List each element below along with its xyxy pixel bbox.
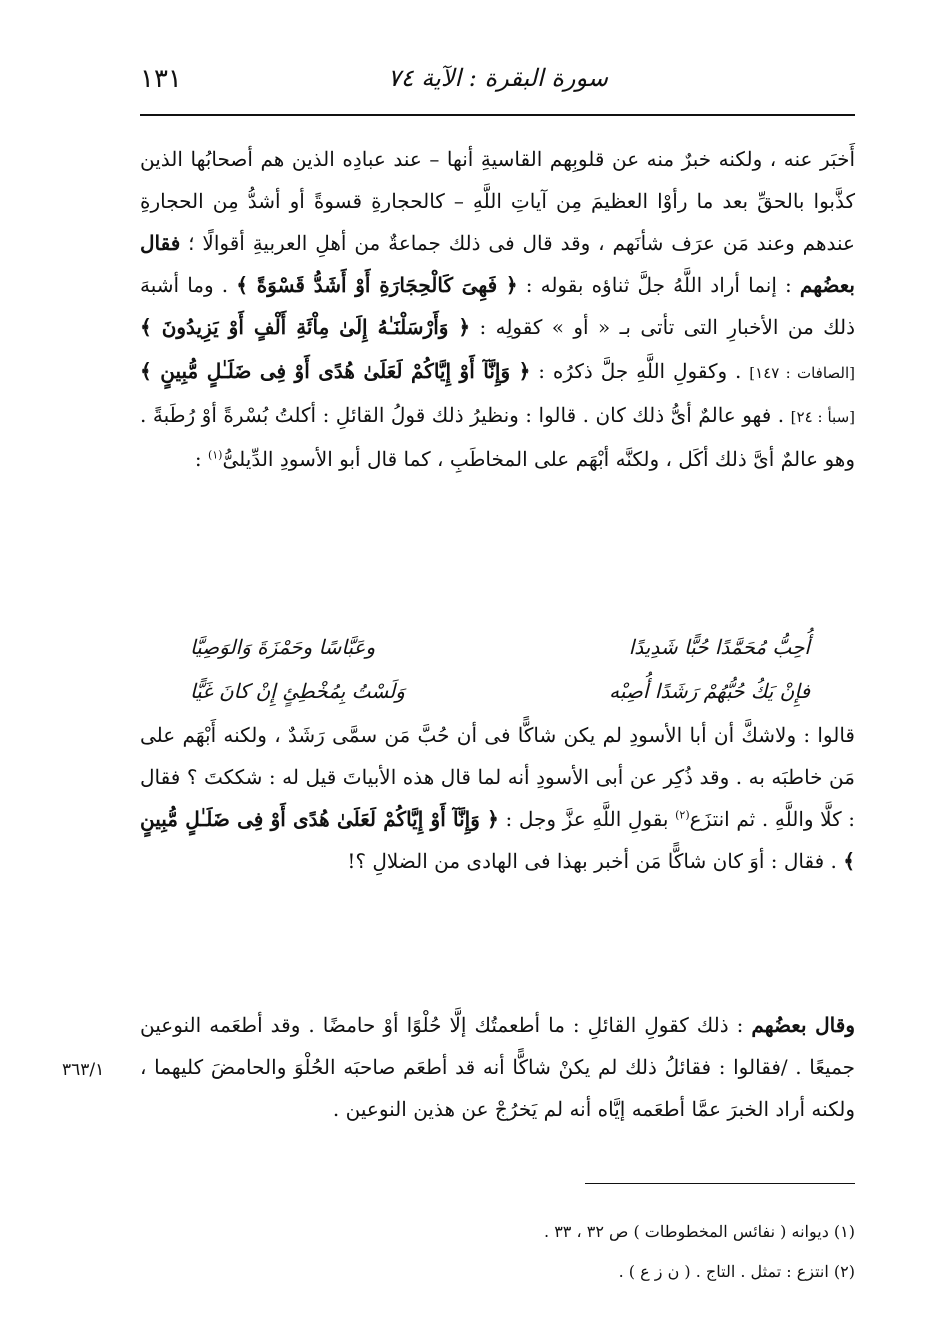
header-rule bbox=[140, 114, 855, 116]
quran-verse-1: ﴿ فَهِىَ كَالْحِجَارَةِ أَوْ أَشَدُّ قَسْوَةً ﴾ bbox=[236, 273, 518, 297]
paragraph-3-speaker: وقال بعضُهم bbox=[751, 1013, 855, 1037]
page-number: ١٣١ bbox=[140, 64, 182, 94]
poem-line-2 bbox=[190, 669, 810, 713]
quran-verse-2: ﴿ وَأَرْسَلْنَـٰهُ إِلَىٰ مِاْئَةِ أَلْفٍ أَوْ يَزِيدُونَ ﴾ bbox=[140, 315, 471, 339]
quran-verse-3: ﴿ وَإِنَّآ أَوْ إِيَّاكُمْ لَعَلَىٰ هُدًى أَوْ فِى ضَلَـٰلٍ مُّبِينٍ ﴾ bbox=[140, 359, 531, 383]
footnote-2: (٢) انتزع : تمثل . التاج . ( ن ز ع ) . bbox=[618, 1262, 855, 1281]
paragraph-2-text-b: بقولِ اللَّهِ عزَّ وجل : bbox=[498, 807, 676, 831]
footnote-1: (١) ديوانه ( نفائس المخطوطات ) ص ٣٢ ، ٣٣ . bbox=[544, 1222, 855, 1241]
verse-reference-1: [الصافات : ١٤٧] bbox=[749, 364, 856, 382]
paragraph-3-text-a: : ذلك كقولِ القائلِ : ما أطعمتُك إلَّا حُلْوًا أوْ حامضًا . وقد أطعَمه النوعين جميعًا . /فقالوا : فقائلُ ذلك لم يكنْ شاكًّا أنه قد أطعَم صاحبَه الحُلْوَ والحامضَ كليهما ، ولكنه أراد الخبرَ عمَّا أطعَمه إيَّاه أنه لم يَخرُجْ عن هذين النوعين . bbox=[140, 1013, 855, 1121]
paragraph-1 bbox=[140, 138, 855, 480]
footnote-marker-2: (٢) bbox=[675, 808, 690, 822]
poem-line-1 bbox=[190, 625, 810, 669]
verse-reference-2: [سبأ : ٢٤] bbox=[790, 408, 855, 426]
poem-line-2-first-hemistich: فإِنْ يَكُ حُبُّهُمْ رَشَدًا أُصِبْه bbox=[609, 679, 810, 703]
margin-reference: ٣٦٣/١ bbox=[62, 1060, 105, 1080]
quran-verse-4: ﴿ وَإِنَّآ أَوْ إِيَّاكُمْ لَعَلَىٰ هُدًى أَوْ فِى ضَلَـٰلٍ مُّبِينٍ ﴾ bbox=[140, 807, 855, 873]
running-title: سورة البقرة : الآية ٧٤ bbox=[387, 64, 608, 92]
paragraph-1-text-e: . فهو عالمٌ أىُّ ذلك كان . قالوا : ونظيرُ ذلك قولُ القائلِ : أكلتُ بُسْرةً أوْ رُطَبةً . وهو عالمٌ أىَّ ذلك أكَل ، ولكنَّه أبْهَم على المخاطَبِ ، كما قال أبو الأسودِ الدِّيلىُّ bbox=[140, 403, 855, 471]
paragraph-3 bbox=[140, 1004, 855, 1130]
footnotes bbox=[440, 1212, 855, 1292]
footnote-marker-1: (١) bbox=[207, 448, 223, 462]
paragraph-2-text-a: قالوا : ولاشكَّ أن أبا الأسودِ لم يكن شاكًّا فى أن حُبَّ مَن سمَّى رَشَدٌ ، ولكنه أَبْهَم على مَن خاطبَه به . وقد ذُكِر عن أبى الأسودِ أنه لما قال هذه الأبياتَ قيل له : شككتَ ؟ فقال : كلَّا واللَّهِ . ثم انتزَع bbox=[140, 723, 856, 831]
paragraph-1-text-b: : إنما أراد اللَّهُ جلَّ ثناؤه بقوله : bbox=[517, 273, 800, 297]
paragraph-2 bbox=[140, 714, 855, 882]
paragraph-1-speaker: فقال بعضُهم bbox=[140, 231, 855, 297]
paragraph-1-text-a: أَخبَر عنه ، ولكنه خبرٌ منه عن قلوبِهم القاسيةِ أنها – عند عبادِه الذين هم أصحابُها الذين كذَّبوا بالحقِّ بعد ما رأوْا العظيمَ مِن آياتِ اللَّهِ – كالحجارةِ قسوةً أو أشدُّ مِن الحجارةِ عندهم وعند مَن عرَف شأنَهم ، وقد قال فى ذلك جماعةٌ من أهلِ العربيةِ أقوالًا ؛ bbox=[140, 147, 855, 255]
poem-line-2-second-hemistich: وَلَسْتُ بِمُخْطِئٍ إِنْ كانَ غَيًّا bbox=[190, 679, 405, 703]
footnote-rule bbox=[585, 1183, 855, 1184]
poem-line-1-first-hemistich: أُحِبُّ مُحَمَّدًا حُبًّا شَدِيدًا bbox=[628, 635, 810, 659]
poem bbox=[190, 625, 810, 713]
paragraph-1-text-f: : bbox=[194, 447, 208, 471]
paragraph-1-text-d: . وكقولِ اللَّهِ جلَّ ذكرُه : bbox=[530, 359, 750, 383]
paragraph-1-text-c: . وما أشبهَ ذلك من الأخبارِ التى تأتى بـ « أو » كقولِه : bbox=[140, 273, 856, 339]
poem-line-1-second-hemistich: وعَبَّاسًا وحَمْزَةَ وَالوَصِيَّا bbox=[190, 635, 376, 659]
paragraph-2-text-c: . فقال : أوَ كان شاكًّا مَن أخبر بهذا فى الهادى من الضلالِ ؟! bbox=[347, 849, 844, 873]
